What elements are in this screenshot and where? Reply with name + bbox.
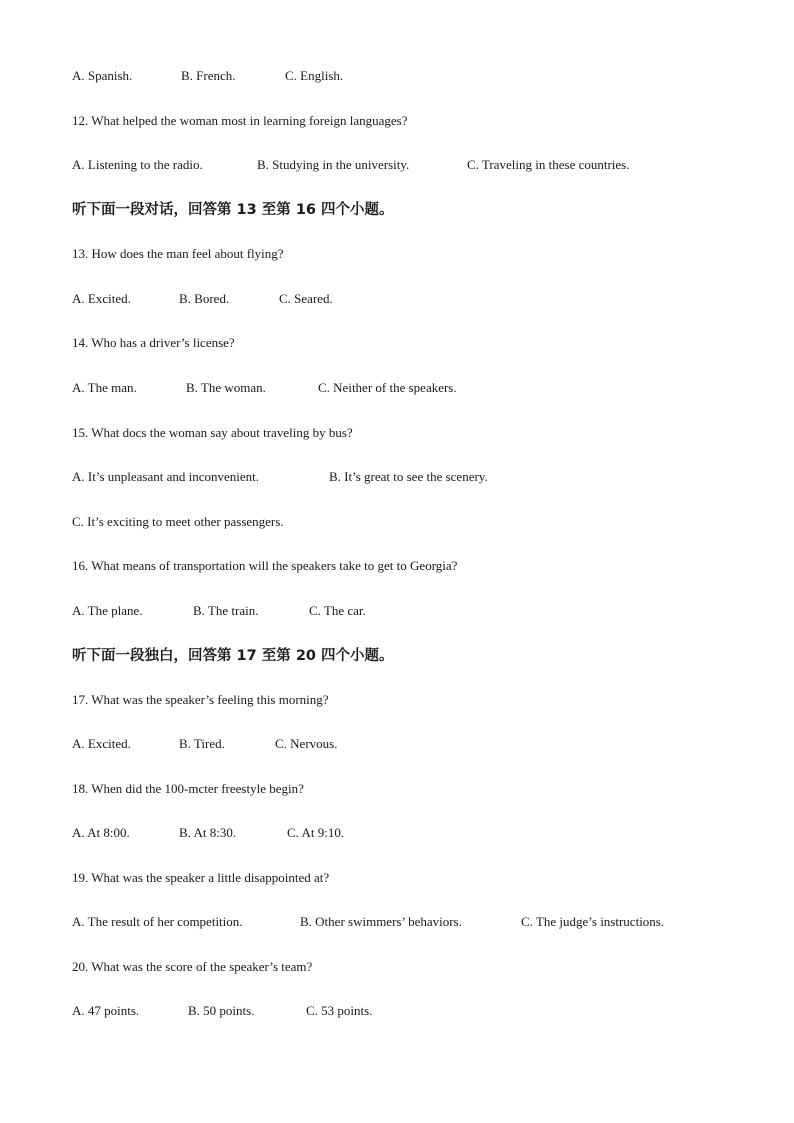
q14-option-c: C. Neither of the speakers. (318, 380, 457, 395)
q14-question: 14. Who has a driver’s license? (72, 335, 235, 350)
q15-option-b: B. It’s great to see the scenery. (329, 469, 488, 484)
q13-option-c: C. Seared. (279, 291, 333, 306)
q17-option-c: C. Nervous. (275, 736, 338, 751)
q13-question: 13. How does the man feel about flying? (72, 246, 284, 261)
q18-option-b: B. At 8:30. (179, 825, 237, 840)
section-heading-13-16: 听下面一段对话，回答第 13 至第 16 四个小题。 (72, 202, 394, 218)
q11-option-a: A. Spanish. (72, 68, 133, 83)
section-heading-17-20: 听下面一段独白，回答第 17 至第 20 四个小题。 (72, 648, 394, 664)
q16-option-a: A. The plane. (72, 603, 143, 618)
q16-question: 16. What means of transportation will the speakers take to get to Georgia? (72, 558, 458, 573)
q20-option-c: C. 53 points. (306, 1003, 373, 1018)
q16-option-b: B. The train. (193, 603, 259, 618)
q12-option-c: C. Traveling in these countries. (467, 157, 630, 172)
q12-question: 12. What helped the woman most in learning foreign languages? (72, 113, 408, 128)
q15-question: 15. What docs the woman say about traveling by bus? (72, 425, 353, 440)
q17-option-b: B. Tired. (179, 736, 225, 751)
q20-option-b: B. 50 points. (188, 1003, 255, 1018)
q11-option-b: B. French. (181, 68, 236, 83)
q18-option-c: C. At 9:10. (287, 825, 345, 840)
q19-option-b: B. Other swimmers’ behaviors. (300, 914, 462, 929)
q13-option-b: B. Bored. (179, 291, 230, 306)
q15-option-a: A. It’s unpleasant and inconvenient. (72, 469, 260, 484)
q20-question: 20. What was the score of the speaker’s team? (72, 959, 313, 974)
q20-option-a: A. 47 points. (72, 1003, 140, 1018)
q12-option-a: A. Listening to the radio. (72, 157, 203, 172)
q17-option-a: A. Excited. (72, 736, 131, 751)
q19-question: 19. What was the speaker a little disappointed at? (72, 870, 330, 885)
q12-option-b: B. Studying in the university. (257, 157, 410, 172)
q18-question: 18. When did the 100-mcter freestyle begin? (72, 781, 304, 796)
q19-option-c: C. The judge’s instructions. (521, 914, 665, 929)
q16-option-c: C. The car. (309, 603, 366, 618)
q13-option-a: A. Excited. (72, 291, 131, 306)
q17-question: 17. What was the speaker’s feeling this morning? (72, 692, 329, 707)
q18-option-a: A. At 8:00. (72, 825, 130, 840)
q11-option-c: C. English. (285, 68, 344, 83)
q15-option-c: C. It’s exciting to meet other passengers. (72, 514, 284, 529)
q19-option-a: A. The result of her competition. (72, 914, 243, 929)
q14-option-a: A. The man. (72, 380, 137, 395)
q14-option-b: B. The woman. (186, 380, 266, 395)
